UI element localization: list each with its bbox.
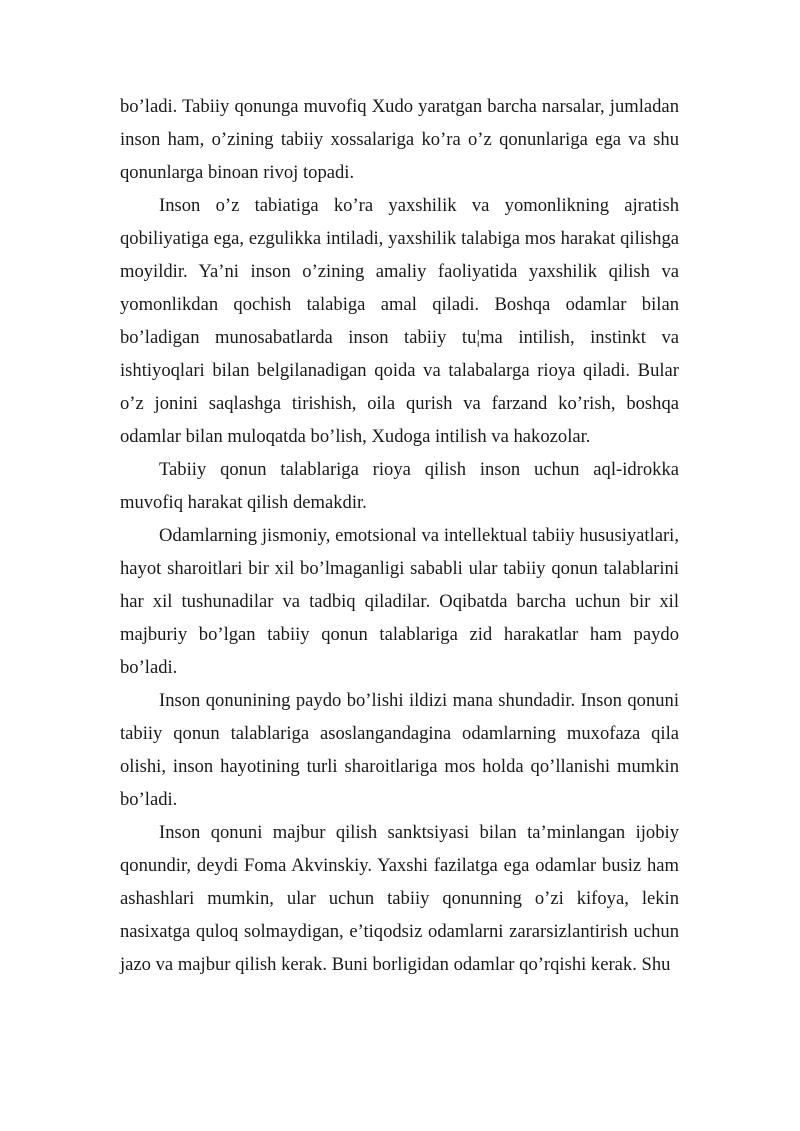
paragraph: Inson qonuni majbur qilish sanktsiyasi bilan ta’minlangan ijobiy qonundir, deydi Foma Akvinskiy. Yaxshi fazilatga ega odamlar busiz ham ashashlari mumkin, ular uchun tabiiy qonunning o’zi kifoya, lekin nasixatga quloq solmaydigan, e’tiqodsiz odamlarni zararsizlantirish uchun jazo va majbur qilish kerak. Buni borligidan odamlar qo’rqishi kerak. Shu: [120, 822, 679, 975]
paragraph: Inson o’z tabiatiga ko’ra yaxshilik va yomonlikning ajratish qobiliyatiga ega, ezgulikka intiladi, yaxshilik talabiga mos harakat qilishga moyildir. Ya’ni inson o’zining amaliy faoliyatida yaxshilik qilish va yomonlikdan qochish talabiga amal qiladi. Boshqa odamlar bilan bo’ladigan munosabatlarda inson tabiiy tu¦ma intilish, instinkt va ishtiyoqlari bilan belgilanadigan qoida va talabalarga rioya qiladi. Bular o’z jonini saqlashga tirishish, oila qurish va farzand ko’rish, boshqa odamlar bilan muloqatda bo’lish, Xudoga intilish va hakozolar.: [120, 195, 679, 447]
paragraph: Odamlarning jismoniy, emotsional va intellektual tabiiy hususiyatlari, hayot sharoitlari bir xil bo’lmaganligi sababli ular tabiiy qonun talablarini har xil tushunadilar va tadbiq qiladilar. Oqibatda barcha uchun bir xil majburiy bo’lgan tabiiy qonun talablariga zid harakatlar ham paydo bo’ladi.: [120, 525, 679, 678]
body-text: [120, 90, 679, 981]
paragraph: Tabiiy qonun talablariga rioya qilish inson uchun aql-idrokka muvofiq harakat qilish demakdir.: [120, 459, 679, 513]
paragraph: Inson qonunining paydo bo’lishi ildizi mana shundadir. Inson qonuni tabiiy qonun talablariga asoslangandagina odamlarning muxofaza qila olishi, inson hayotining turli sharoitlariga mos holda qo’llanishi mumkin bo’ladi.: [120, 690, 679, 810]
paragraph-continuation: bo’ladi. Tabiiy qonunga muvofiq Xudo yaratgan barcha narsalar, jumladan inson ham, o’zining tabiiy xossalariga ko’ra o’z qonunlariga ega va shu qonunlarga binoan rivoj topadi.: [120, 96, 679, 183]
